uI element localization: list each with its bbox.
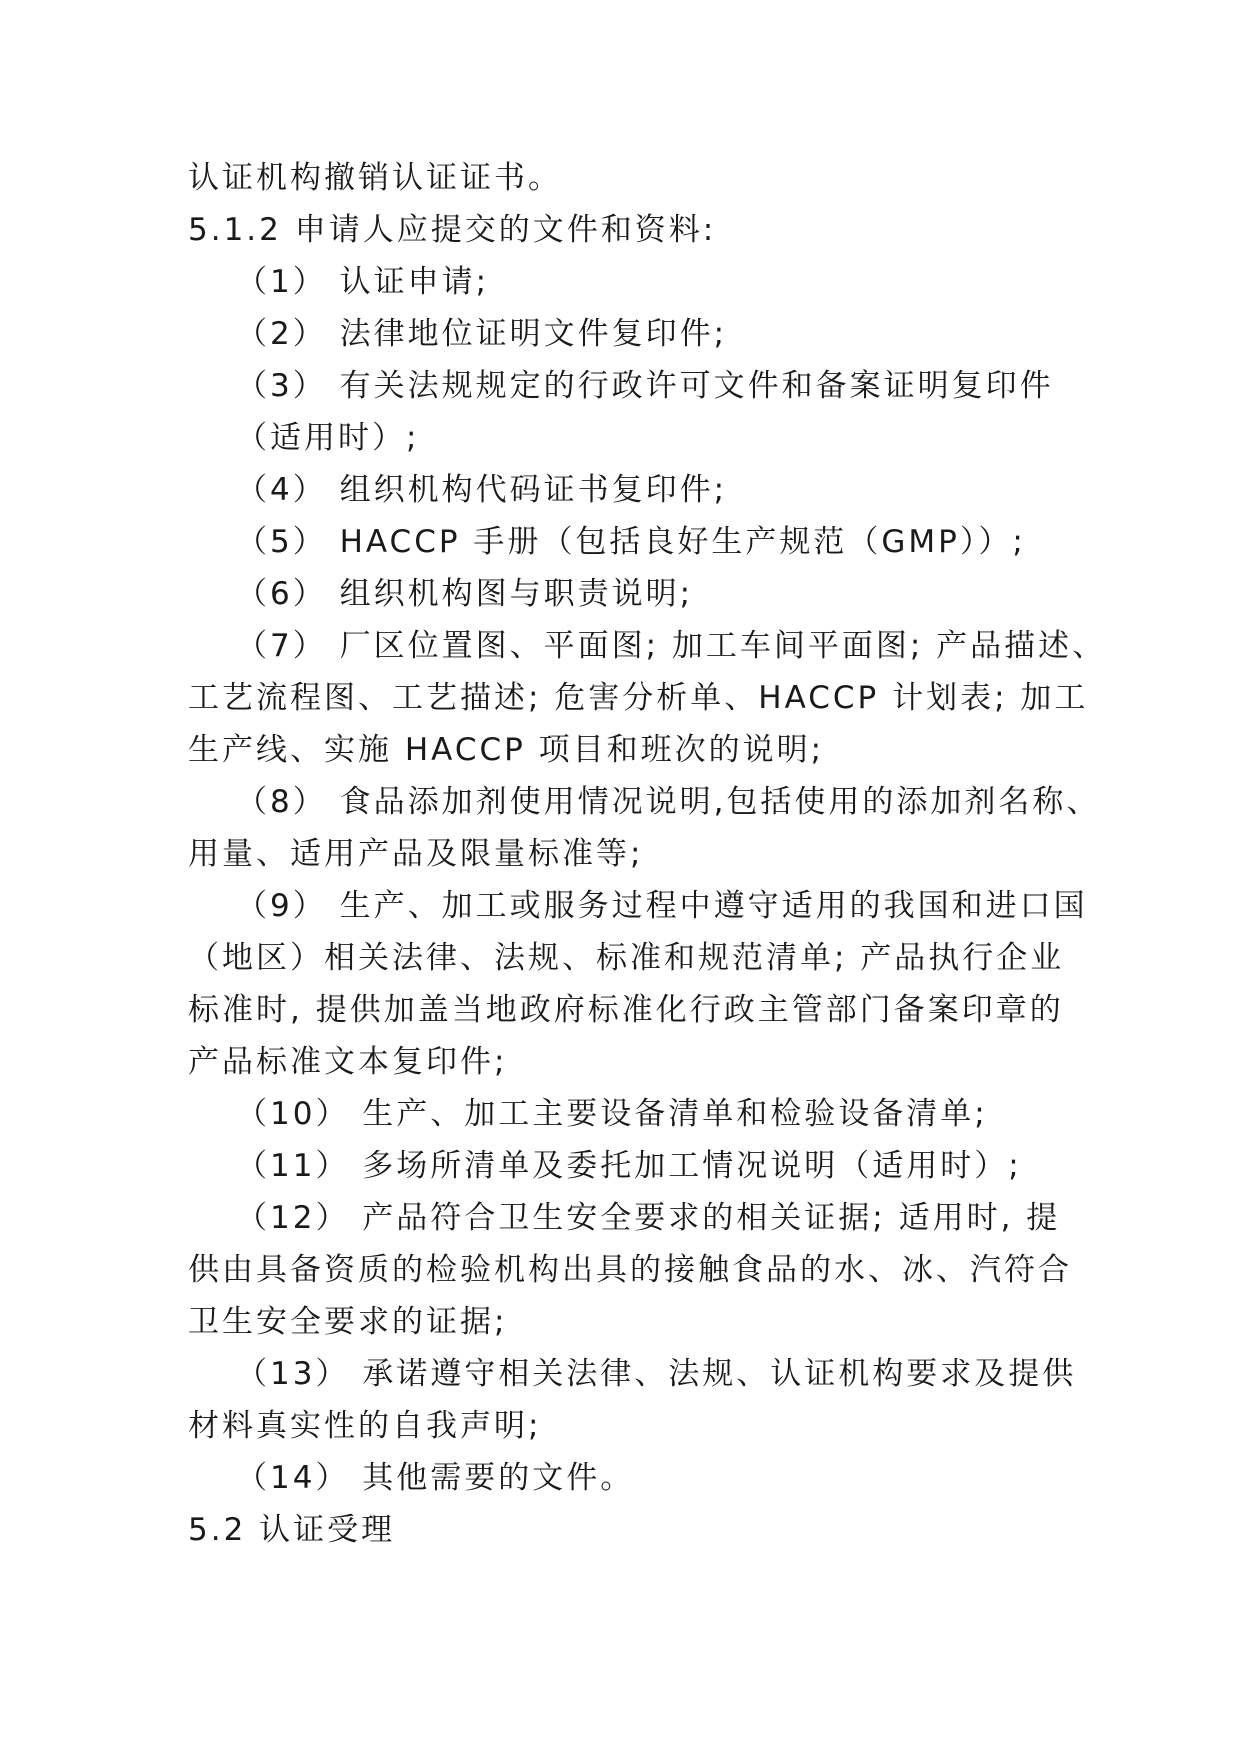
paragraph-continuation: 认证机构撤销认证证书。 (188, 160, 562, 196)
list-item-8-cont: 用量、适用产品及限量标准等; (188, 836, 644, 872)
list-item-7: （7） 厂区位置图、平面图; 加工车间平面图; 产品描述、 (236, 628, 1107, 664)
list-item-3: （3） 有关法规规定的行政许可文件和备案证明复印件 (236, 368, 1054, 404)
list-item-4: （4） 组织机构代码证书复印件; (236, 472, 728, 508)
list-item-8: （8） 食品添加剂使用情况说明,包括使用的添加剂名称、 (236, 784, 1101, 820)
section-heading-5-1-2: 5.1.2 申请人应提交的文件和资料: (188, 212, 717, 248)
list-item-14: （14） 其他需要的文件。 (236, 1460, 635, 1496)
list-item-6: （6） 组织机构图与职责说明; (236, 576, 694, 612)
document-body (188, 152, 1107, 1556)
list-item-10: （10） 生产、加工主要设备清单和检验设备清单; (236, 1096, 988, 1132)
list-item-9: （9） 生产、加工或服务过程中遵守适用的我国和进口国 (236, 888, 1088, 924)
list-item-13: （13） 承诺遵守相关法律、法规、认证机构要求及提供 (236, 1356, 1077, 1392)
list-item-1: （1） 认证申请; (236, 264, 490, 300)
section-heading-5-2: 5.2 认证受理 (188, 1512, 396, 1548)
list-item-13-cont: 材料真实性的自我声明; (188, 1408, 542, 1444)
list-item-12-cont-2: 卫生安全要求的证据; (188, 1304, 508, 1340)
list-item-7-cont-2: 生产线、实施 HACCP 项目和班次的说明; (188, 732, 825, 768)
list-item-12-cont-1: 供由具备资质的检验机构出具的接触食品的水、冰、汽符合 (188, 1252, 1072, 1288)
list-item-7-cont-1: 工艺流程图、工艺描述; 危害分析单、HACCP 计划表; 加工 (188, 680, 1089, 716)
list-item-5: （5） HACCP 手册（包括良好生产规范（GMP））; (236, 524, 1026, 560)
list-item-2: （2） 法律地位证明文件复印件; (236, 316, 728, 352)
list-item-9-cont-1: （地区）相关法律、法规、标准和规范清单; 产品执行企业 (188, 940, 1065, 976)
list-item-3-cont: （适用时）; (236, 420, 420, 456)
list-item-9-cont-2: 标准时, 提供加盖当地政府标准化行政主管部门备案印章的 (188, 992, 1064, 1028)
list-item-11: （11） 多场所清单及委托加工情况说明（适用时）; (236, 1148, 1022, 1184)
list-item-9-cont-3: 产品标准文本复印件; (188, 1044, 508, 1080)
list-item-12: （12） 产品符合卫生安全要求的相关证据; 适用时, 提 (236, 1200, 1061, 1236)
